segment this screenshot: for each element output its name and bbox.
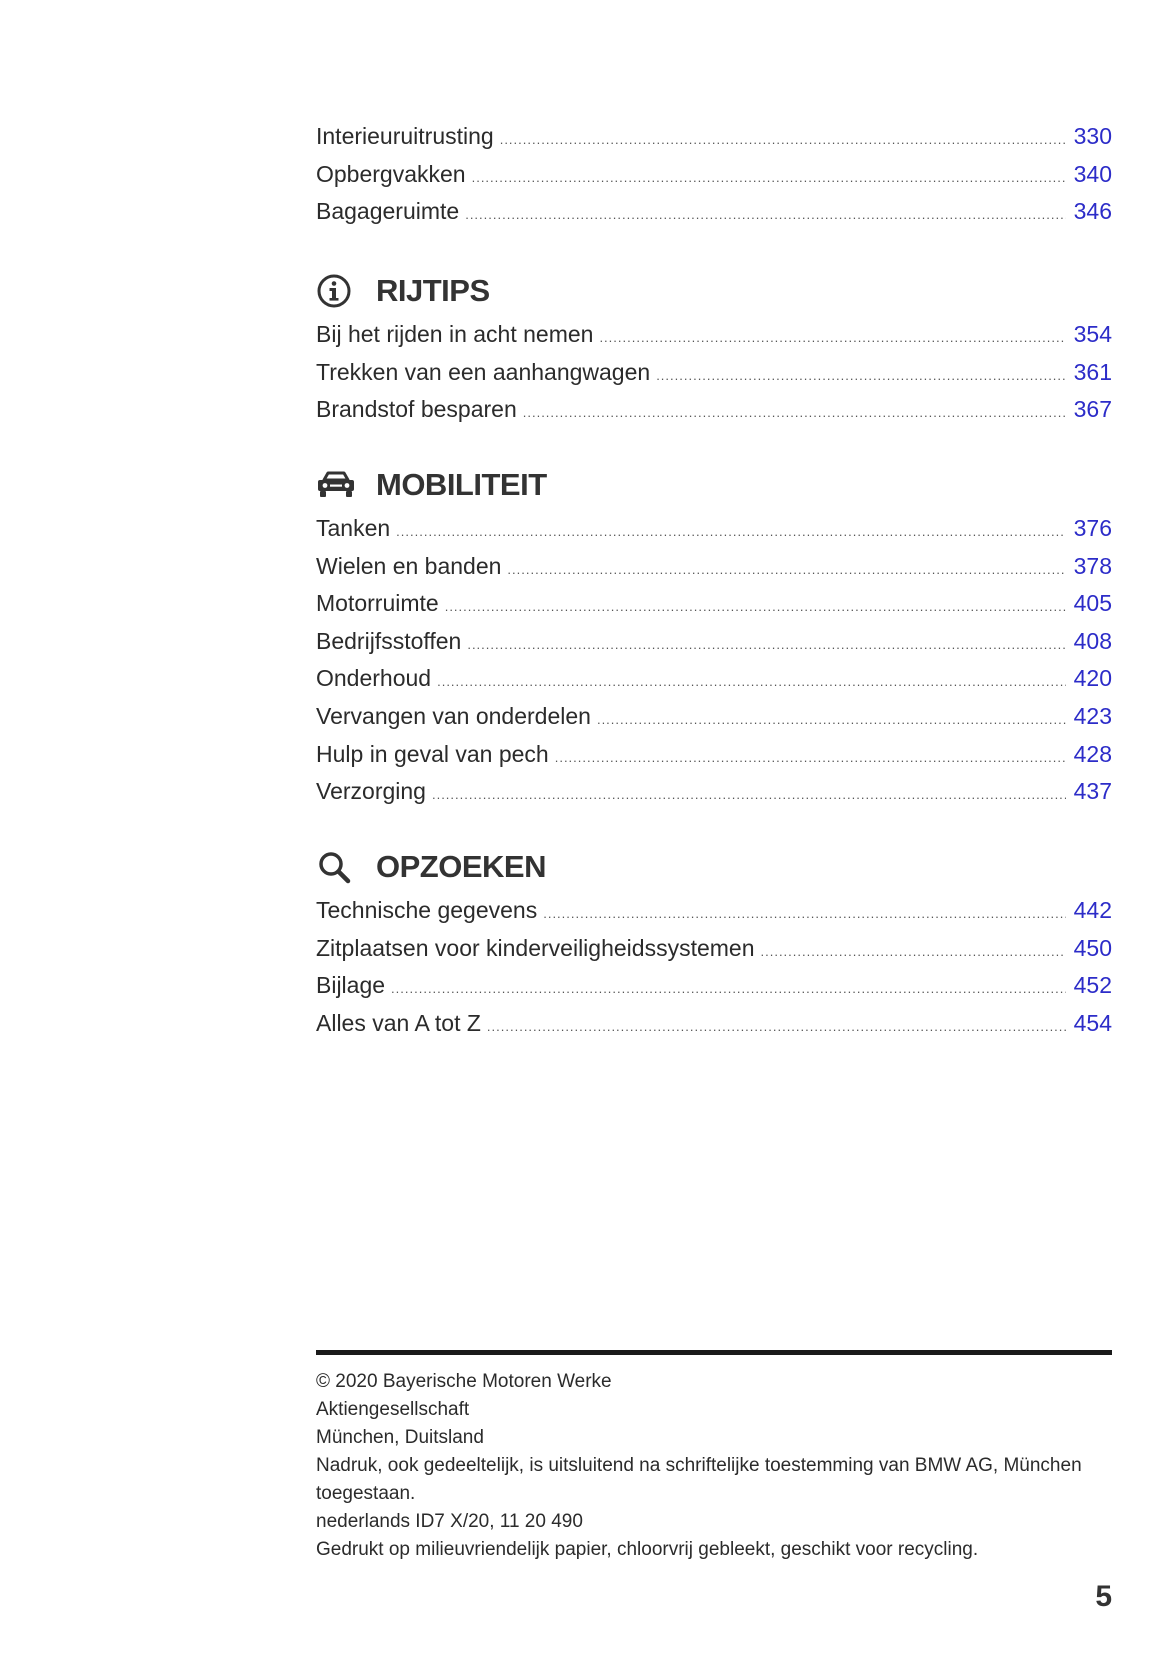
toc-entry-title: Interieuruitrusting <box>316 123 494 149</box>
toc-entry[interactable] <box>316 698 1112 736</box>
toc-entry[interactable] <box>316 548 1112 586</box>
toc-leader-dots <box>523 394 1066 432</box>
toc-entry-page-link[interactable]: 408 <box>1073 627 1112 654</box>
toc-entry-page-link[interactable]: 454 <box>1073 1009 1112 1036</box>
car-icon <box>316 465 364 505</box>
toc-entry-title: Onderhoud <box>316 665 432 692</box>
page-number: 5 <box>1095 1580 1112 1613</box>
toc-entry-title: Zitplaatsen voor kinderveiligheidssystemen <box>316 934 755 961</box>
toc-entry-page-link[interactable]: 442 <box>1073 897 1112 923</box>
toc-entry-page-link[interactable]: 428 <box>1073 740 1112 767</box>
toc-entry-title: Alles van A tot Z <box>316 1009 481 1036</box>
section-heading-mobiliteit <box>316 460 547 510</box>
imprint-block <box>316 1368 1112 1564</box>
imprint-line: Aktiengesellschaft <box>316 1399 470 1420</box>
toc-leader-dots <box>761 933 1066 971</box>
toc-entry-page-link[interactable]: 378 <box>1073 552 1112 579</box>
toc-entry-page-link[interactable]: 361 <box>1073 358 1112 385</box>
toc-leader-dots <box>597 701 1066 739</box>
toc-entry[interactable] <box>316 623 1112 661</box>
toc-entry-title: Motorruimte <box>316 590 439 617</box>
toc-entry-title: Tanken <box>316 515 391 541</box>
toc-entry[interactable] <box>316 736 1112 774</box>
toc-leader-dots <box>391 970 1066 1008</box>
toc-entry-title: Bijlage <box>316 972 386 999</box>
section-title: OPZOEKEN <box>376 849 546 884</box>
section-heading-opzoeken <box>316 842 546 892</box>
imprint-line: Nadruk, ook gedeeltelijk, is uitsluitend na schriftelijke toestemming van BMW AG, München toegestaan. <box>316 1455 1082 1504</box>
toc-entry-page-link[interactable]: 437 <box>1073 778 1112 805</box>
toc-entry-page-link[interactable]: 346 <box>1073 198 1112 225</box>
toc-entry[interactable] <box>316 354 1112 392</box>
toc-entry[interactable] <box>316 118 1112 156</box>
imprint-line: Gedrukt op milieuvriendelijk papier, chloorvrij gebleekt, geschikt voor recycling. <box>316 1539 979 1560</box>
toc-entry-page-link[interactable]: 367 <box>1073 396 1112 423</box>
toc-entry-title: Vervangen van onderdelen <box>316 702 591 729</box>
toc-entry[interactable] <box>316 1005 1112 1043</box>
toc-list-opzoeken <box>316 892 1112 1042</box>
toc-entry[interactable] <box>316 585 1112 623</box>
toc-entry[interactable] <box>316 773 1112 811</box>
toc-entry-page-link[interactable]: 405 <box>1073 590 1112 617</box>
toc-leader-dots <box>465 196 1065 234</box>
toc-list-mobiliteit <box>316 510 1112 811</box>
toc-entry[interactable] <box>316 892 1112 930</box>
toc-entry-title: Bij het rijden in acht nemen <box>316 321 594 347</box>
toc-entry-title: Bagageruimte <box>316 198 460 225</box>
toc-entry-title: Bedrijfsstoffen <box>316 627 462 654</box>
toc-entry-title: Technische gegevens <box>316 897 538 923</box>
toc-entry-title: Opbergvakken <box>316 160 466 187</box>
toc-leader-dots <box>500 121 1066 159</box>
toc-entry[interactable] <box>316 930 1112 968</box>
toc-entry[interactable] <box>316 193 1112 231</box>
section-heading-rijtips <box>316 266 490 316</box>
imprint-line: München, Duitsland <box>316 1427 484 1448</box>
toc-entry[interactable] <box>316 316 1112 354</box>
toc-leader-dots <box>543 895 1065 933</box>
toc-entry-page-link[interactable]: 340 <box>1073 160 1112 187</box>
toc-leader-dots <box>467 626 1065 664</box>
toc-entry-page-link[interactable]: 452 <box>1073 972 1112 999</box>
toc-leader-dots <box>656 357 1065 395</box>
toc-entry-page-link[interactable]: 330 <box>1073 123 1112 149</box>
toc-entry-title: Wielen en banden <box>316 552 502 579</box>
footer-divider <box>316 1350 1112 1355</box>
toc-entry-page-link[interactable]: 376 <box>1073 515 1112 541</box>
toc-entry[interactable] <box>316 156 1112 194</box>
toc-leader-dots <box>432 776 1066 814</box>
toc-entry-title: Brandstof besparen <box>316 396 517 423</box>
toc-leader-dots <box>507 551 1065 589</box>
toc-list-rijtips <box>316 316 1112 429</box>
toc-entry[interactable] <box>316 660 1112 698</box>
toc-leader-dots <box>437 663 1066 701</box>
toc-entry[interactable] <box>316 967 1112 1005</box>
toc-entry-page-link[interactable]: 354 <box>1073 321 1112 347</box>
toc-list-top <box>316 118 1112 231</box>
info-icon <box>316 271 364 311</box>
toc-entry-page-link[interactable]: 420 <box>1073 665 1112 692</box>
toc-leader-dots <box>555 739 1066 777</box>
toc-leader-dots <box>487 1008 1066 1046</box>
imprint-line: nederlands ID7 X/20, 11 20 490 <box>316 1511 583 1532</box>
section-title: MOBILITEIT <box>376 467 547 502</box>
toc-entry-title: Trekken van een aanhangwagen <box>316 358 651 385</box>
section-title: RIJTIPS <box>376 273 490 308</box>
search-icon <box>316 847 364 887</box>
toc-entry[interactable] <box>316 391 1112 429</box>
toc-entry-page-link[interactable]: 450 <box>1073 934 1112 961</box>
toc-entry-title: Verzorging <box>316 778 426 805</box>
toc-entry-title: Hulp in geval van pech <box>316 740 549 767</box>
toc-leader-dots <box>396 513 1065 551</box>
imprint-line: © 2020 Bayerische Motoren Werke <box>316 1371 612 1392</box>
toc-leader-dots <box>599 319 1065 357</box>
toc-entry-page-link[interactable]: 423 <box>1073 702 1112 729</box>
toc-entry[interactable] <box>316 510 1112 548</box>
toc-leader-dots <box>445 588 1066 626</box>
toc-leader-dots <box>472 159 1066 197</box>
